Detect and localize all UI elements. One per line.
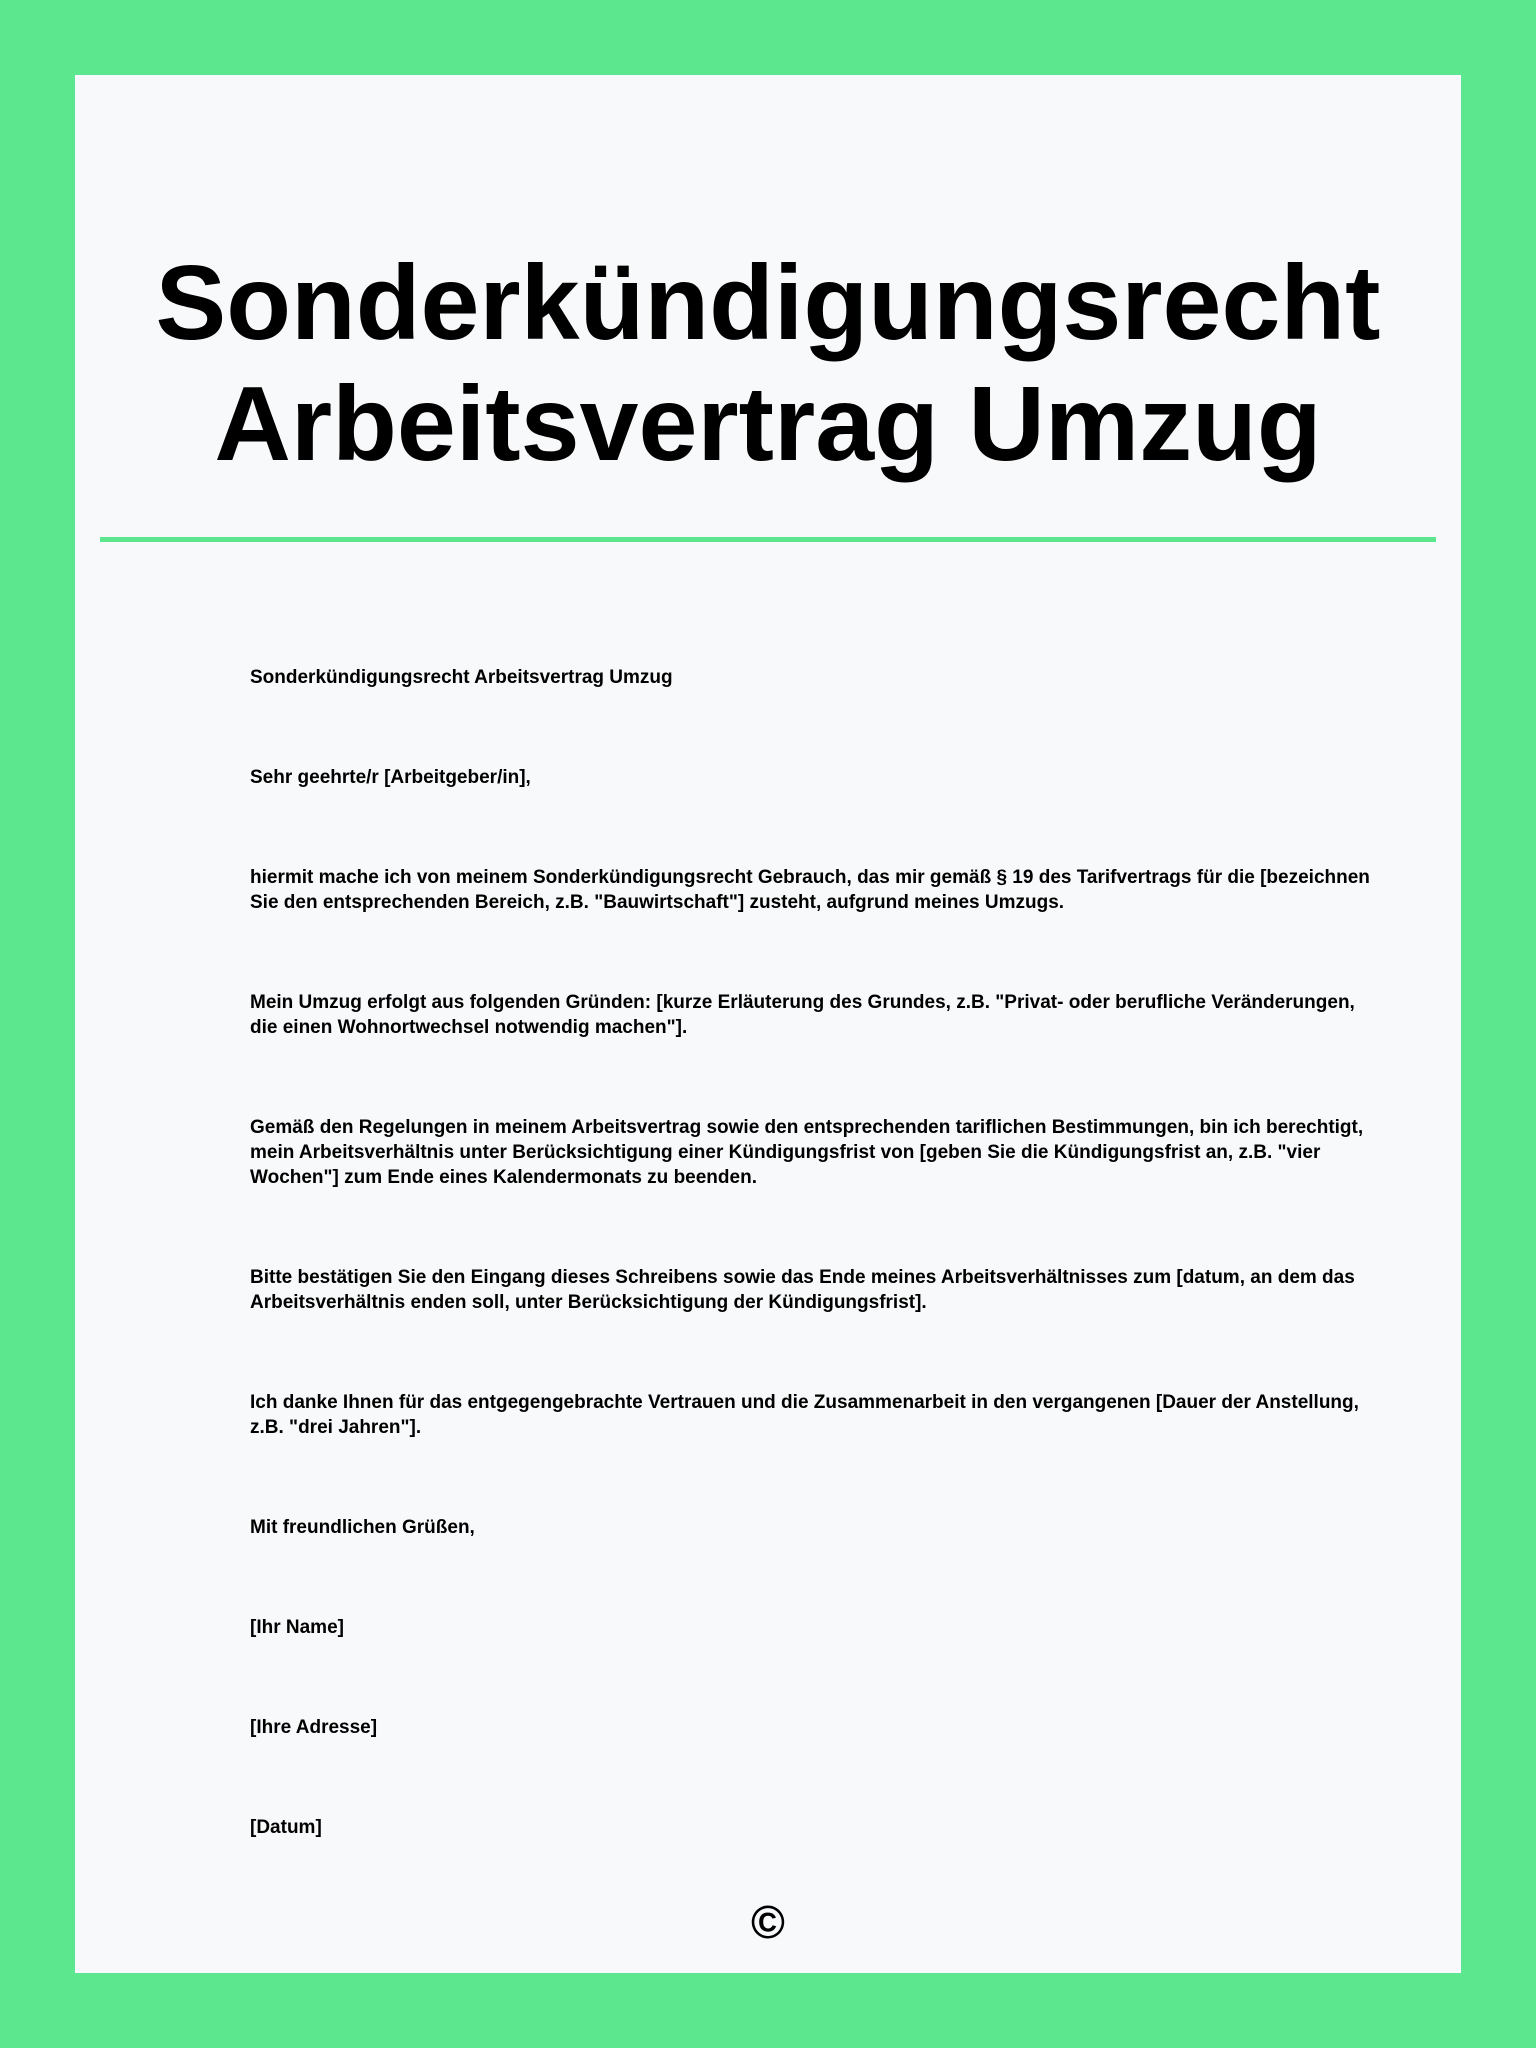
letter-paragraph-5: Ich danke Ihnen für das entgegengebrachte Vertrauen und die Zusammenarbeit in den vergangenen [Dauer der Anstellung, z.B. "drei Jahren"]. [250,1392,1359,1438]
title-line-1: Sonderkündigungsrecht [155,244,1381,362]
sender-name: [Ihr Name] [250,1617,344,1638]
letter-date: [Datum] [250,1817,322,1838]
letter-paragraph-1: hiermit mache ich von meinem Sonderkündigungsrecht Gebrauch, das mir gemäß § 19 des Tarifvertrags für die [bezeichnen Sie den entsprechenden Bereich, z.B. "Bauwirtschaft"] zusteht, aufgrund meines Umzugs. [250,867,1370,913]
title-line-2: Arbeitsvertrag Umzug [214,365,1322,483]
letter-paragraph-2: Mein Umzug erfolgt aus folgenden Gründen: [kurze Erläuterung des Grundes, z.B. "Privat- oder berufliche Veränderungen, die einen Wohnortwechsel notwendig machen"]. [250,992,1355,1038]
copyright-icon: © [751,1896,785,1948]
document-page [75,75,1461,1973]
letter-body [250,665,1370,1915]
letter-closing: Mit freundlichen Grüßen, [250,1517,475,1538]
letter-salutation: Sehr geehrte/r [Arbeitgeber/in], [250,767,531,788]
letter-paragraph-4: Bitte bestätigen Sie den Eingang dieses Schreibens sowie das Ende meines Arbeitsverhältnisses zum [datum, an dem das Arbeitsverhältnis enden soll, unter Berücksichtigung der Kündigungsfrist]. [250,1267,1355,1313]
letter-subject: Sonderkündigungsrecht Arbeitsvertrag Umzug [250,667,673,688]
page-title [75,243,1461,485]
sender-address: [Ihre Adresse] [250,1717,378,1738]
title-divider [100,537,1436,542]
letter-paragraph-3: Gemäß den Regelungen in meinem Arbeitsvertrag sowie den entsprechenden tariflichen Bestimmungen, bin ich berechtigt, mein Arbeitsverhältnis unter Berücksichtigung einer Kündigungsfrist von [geben Sie die Kündigungsfrist an, z.B. "vier Wochen"] zum Ende eines Kalendermonats zu beenden. [250,1117,1364,1188]
